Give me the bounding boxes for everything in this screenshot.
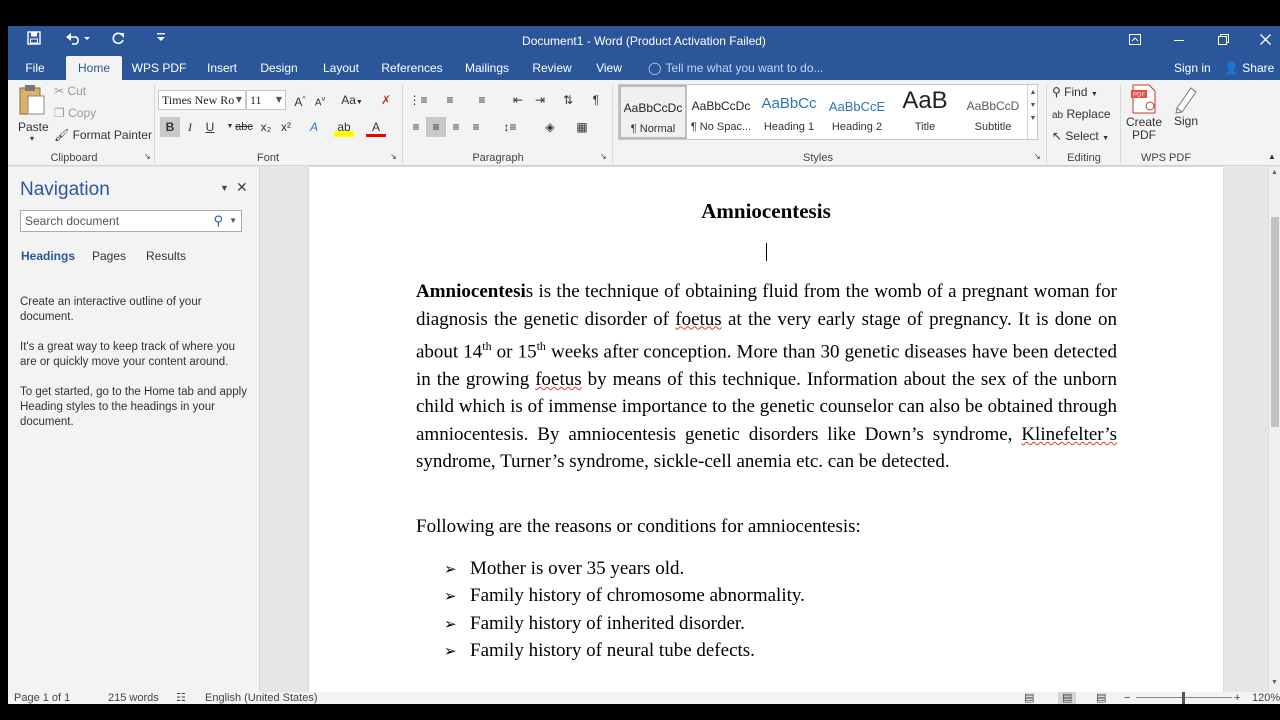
superscript: th bbox=[482, 339, 492, 353]
paragraph-launcher-icon[interactable]: ↘ bbox=[600, 152, 607, 161]
window-title: Document1 - Word (Product Activation Failed) bbox=[522, 34, 766, 48]
style-no-spacing[interactable] bbox=[687, 85, 755, 139]
text-run: by means of this technique. Information about the sex of the unborn child which is of immense importance to the genetic counselor can also be obtained through amniocentesis. By amniocentesis genetic disorders like Down’s syndrome, bbox=[416, 368, 1117, 445]
clear-formatting-icon[interactable]: ✗ bbox=[380, 93, 392, 107]
chevron-down-icon[interactable]: ▼ bbox=[1271, 679, 1278, 686]
styles-gallery bbox=[618, 84, 1038, 140]
separator bbox=[1046, 84, 1047, 164]
paste-label: Paste bbox=[18, 120, 49, 134]
bold-button[interactable]: B bbox=[160, 117, 180, 137]
clipboard-icon bbox=[18, 84, 46, 116]
style-title[interactable] bbox=[891, 85, 959, 139]
tab-view[interactable]: View bbox=[596, 61, 622, 75]
nav-tab-headings[interactable]: Headings bbox=[21, 249, 76, 263]
tab-insert[interactable]: Insert bbox=[206, 61, 237, 75]
spelling-error[interactable]: Klinefelter’s bbox=[1021, 423, 1117, 445]
search-icon[interactable]: ⚲ bbox=[213, 213, 223, 228]
separator bbox=[154, 84, 155, 164]
proofing-icon[interactable]: ☷ bbox=[176, 692, 186, 704]
editing-group-label: Editing bbox=[1067, 152, 1101, 164]
navigation-pane bbox=[8, 167, 260, 692]
spelling-error[interactable]: foetus bbox=[675, 308, 722, 330]
styles-launcher-icon[interactable]: ↘ bbox=[1034, 152, 1041, 161]
chevron-down-icon[interactable]: ▼ bbox=[226, 123, 234, 130]
separator bbox=[402, 84, 403, 164]
list-item[interactable] bbox=[444, 558, 684, 580]
chevron-down-icon[interactable]: ▼ bbox=[1029, 102, 1037, 109]
restore-icon[interactable] bbox=[1208, 30, 1238, 52]
chevron-down-icon: ▾ bbox=[30, 134, 35, 143]
tell-me-box[interactable] bbox=[648, 56, 824, 80]
list-item-text: Family history of inherited disorder. bbox=[470, 613, 745, 634]
separator bbox=[1120, 84, 1121, 164]
style-preview: AaBbCcDc bbox=[691, 99, 751, 113]
align-left-icon[interactable]: ≡ bbox=[412, 120, 420, 134]
superscript: th bbox=[536, 339, 546, 353]
styles-group-label: Styles bbox=[803, 152, 833, 164]
status-bar bbox=[8, 692, 1280, 704]
search-placeholder: Search document bbox=[25, 214, 120, 228]
minimize-icon[interactable] bbox=[1164, 30, 1194, 52]
copy-icon: ❐ bbox=[54, 106, 65, 120]
close-icon[interactable] bbox=[1250, 30, 1280, 52]
nav-help-text-2: It's a great way to keep track of where you are or quickly move your content around. bbox=[20, 341, 236, 368]
list-item[interactable] bbox=[444, 585, 805, 607]
create-pdf-label: Create PDF bbox=[1125, 115, 1163, 142]
zoom-level[interactable]: 120% bbox=[1252, 692, 1280, 704]
font-name-value: Times New Ro bbox=[162, 93, 235, 107]
read-mode-icon[interactable]: ▤ bbox=[1024, 692, 1035, 704]
arrow-bullet-icon: ➢ bbox=[444, 615, 457, 633]
pilcrow-icon[interactable]: ¶ bbox=[592, 93, 600, 107]
align-right-icon[interactable]: ≡ bbox=[452, 120, 460, 134]
scissors-icon: ✂ bbox=[54, 84, 65, 98]
title-bar bbox=[8, 26, 1280, 56]
nav-help-text-3: To get started, go to the Home tab and apply Heading styles to the headings in your document. bbox=[20, 386, 247, 428]
sort-icon[interactable]: ⇅ bbox=[562, 93, 574, 107]
clipboard-launcher-icon[interactable]: ↘ bbox=[144, 152, 151, 161]
spelling-error[interactable]: foetus bbox=[535, 368, 582, 390]
search-input[interactable] bbox=[20, 210, 242, 232]
nav-tab-results[interactable]: Results bbox=[146, 249, 187, 263]
text-run: at the very early stage of pregnancy. It is done on about 14 bbox=[416, 308, 1117, 363]
sign-button[interactable] bbox=[1168, 84, 1204, 148]
document-page[interactable] bbox=[309, 167, 1223, 692]
multilevel-list-icon[interactable]: ≡ bbox=[478, 93, 486, 107]
paste-button[interactable] bbox=[16, 84, 49, 144]
style-preview: AaBbCcDc bbox=[623, 101, 683, 115]
style-normal[interactable] bbox=[619, 85, 687, 139]
word-window bbox=[8, 26, 1280, 704]
page-count[interactable]: Page 1 of 1 bbox=[14, 692, 71, 704]
decrease-indent-icon[interactable]: ⇤ bbox=[512, 93, 524, 107]
text-cursor bbox=[766, 243, 767, 261]
navigation-title: Navigation bbox=[20, 179, 110, 200]
style-name: Heading 1 bbox=[763, 121, 815, 133]
font-size-combo[interactable] bbox=[246, 90, 286, 110]
list-item-text: Family history of chromosome abnormality. bbox=[470, 585, 805, 606]
share-label: Share bbox=[1242, 61, 1275, 75]
scroll-thumb[interactable] bbox=[1271, 217, 1279, 427]
chevron-down-icon: ▼ bbox=[235, 95, 242, 104]
ribbon-tabs bbox=[8, 56, 1280, 80]
line-spacing-icon[interactable]: ↕≡ bbox=[503, 120, 517, 134]
replace-icon: ab bbox=[1052, 110, 1064, 121]
underline-button[interactable]: U bbox=[205, 120, 215, 134]
bullets-icon[interactable]: ⋮≡ bbox=[408, 93, 428, 107]
pdf-icon bbox=[1131, 84, 1157, 114]
pen-icon bbox=[1173, 84, 1199, 114]
align-center-icon[interactable]: ≡ bbox=[426, 117, 446, 137]
subscript-button[interactable]: x₂ bbox=[260, 120, 272, 134]
cut-button[interactable] bbox=[54, 84, 86, 98]
numbering-icon[interactable]: ≡ bbox=[446, 93, 454, 107]
arrow-bullet-icon: ➢ bbox=[444, 587, 457, 605]
style-name: Title bbox=[914, 121, 936, 133]
style-heading-2[interactable] bbox=[823, 85, 891, 139]
list-item-text: Family history of neural tube defects. bbox=[470, 640, 755, 661]
format-painter-label: Format Painter bbox=[72, 128, 152, 142]
select-label: Select bbox=[1065, 129, 1099, 143]
style-subtitle[interactable] bbox=[959, 85, 1027, 139]
document-title[interactable]: Amniocentesis bbox=[701, 199, 831, 223]
style-name: Subtitle bbox=[974, 121, 1012, 133]
ribbon-home bbox=[8, 80, 1280, 166]
font-color-icon[interactable]: A bbox=[366, 117, 386, 137]
find-label: Find bbox=[1064, 85, 1088, 99]
style-heading-1[interactable] bbox=[755, 85, 823, 139]
tell-me-text: Tell me what you want to do... bbox=[665, 61, 824, 75]
copy-label: Copy bbox=[68, 106, 97, 120]
text-run: weeks after conception. More than 30 genetic diseases have been detected in the growing bbox=[416, 341, 1117, 390]
paragraph-group-label: Paragraph bbox=[472, 152, 524, 164]
style-preview: AaB bbox=[902, 87, 948, 114]
bold-term: Amniocentesi bbox=[416, 281, 526, 302]
zoom-in-icon[interactable]: + bbox=[1234, 692, 1241, 704]
text-run: syndrome, Turner’s syndrome, sickle-cell anemia etc. can be detected. bbox=[416, 451, 950, 473]
copy-button[interactable] bbox=[54, 106, 96, 120]
body-paragraph-1[interactable] bbox=[416, 278, 1117, 476]
font-launcher-icon[interactable]: ↘ bbox=[390, 152, 397, 161]
justify-icon[interactable]: ≡ bbox=[472, 120, 480, 134]
wps-group-label: WPS PDF bbox=[1140, 152, 1192, 164]
chevron-up-icon[interactable]: ▲ bbox=[1029, 89, 1037, 96]
style-name: ¶ No Spac... bbox=[690, 121, 752, 133]
text-run: s is the technique of obtaining fluid from the womb of a pregnant woman for diagnosis the genetic disorder of bbox=[416, 281, 1117, 330]
share-button[interactable] bbox=[1224, 56, 1274, 80]
clipboard-group-label: Clipboard bbox=[50, 152, 98, 164]
tab-wps-pdf[interactable]: WPS PDF bbox=[131, 61, 187, 75]
superscript-button[interactable]: x² bbox=[281, 120, 291, 134]
format-painter-button[interactable] bbox=[54, 128, 152, 142]
grow-font-icon[interactable]: A^ bbox=[294, 95, 306, 109]
replace-button[interactable] bbox=[1052, 107, 1111, 121]
person-icon: 👤 bbox=[1224, 61, 1239, 75]
strikethrough-button[interactable]: abc bbox=[235, 121, 253, 133]
style-name: Heading 2 bbox=[831, 121, 883, 133]
zoom-out-icon[interactable]: − bbox=[1124, 692, 1131, 704]
tab-mailings[interactable]: Mailings bbox=[464, 61, 509, 75]
list-item[interactable] bbox=[444, 640, 755, 662]
style-preview: AaBbCc bbox=[761, 95, 817, 112]
close-icon[interactable]: ✕ bbox=[236, 179, 248, 195]
brush-icon: 🖌 bbox=[54, 128, 70, 142]
style-name: ¶ Normal bbox=[630, 123, 676, 135]
tab-review[interactable]: Review bbox=[532, 61, 572, 75]
tab-references[interactable]: References bbox=[381, 61, 443, 75]
chevron-down-icon[interactable]: ▼ bbox=[229, 216, 237, 225]
sign-label: Sign bbox=[1173, 114, 1199, 128]
document-area[interactable] bbox=[261, 167, 1268, 692]
highlight-icon[interactable]: ab bbox=[334, 117, 354, 137]
tab-design[interactable]: Design bbox=[260, 61, 298, 75]
search-icon: ⚲ bbox=[1052, 85, 1061, 99]
collapse-ribbon-icon[interactable]: ▲ bbox=[1268, 152, 1276, 161]
arrow-bullet-icon: ➢ bbox=[444, 560, 457, 578]
sign-in-link[interactable]: Sign in bbox=[1174, 61, 1211, 75]
text-effects-icon[interactable]: A bbox=[309, 120, 318, 134]
chevron-down-icon: ▼ bbox=[1102, 135, 1110, 142]
lightbulb-icon: ◯ bbox=[648, 61, 662, 75]
select-button[interactable] bbox=[1052, 129, 1109, 143]
cut-label: Cut bbox=[67, 84, 87, 98]
nav-tab-pages[interactable]: Pages bbox=[92, 249, 127, 263]
word-count[interactable]: 215 words bbox=[108, 692, 159, 704]
language-status[interactable]: English (United States) bbox=[205, 692, 318, 704]
font-group-label: Font bbox=[256, 152, 279, 164]
web-layout-icon[interactable]: ▤ bbox=[1096, 692, 1107, 704]
print-layout-icon[interactable]: ▤ bbox=[1058, 692, 1076, 704]
chevron-down-icon: ▼ bbox=[1090, 91, 1098, 98]
font-size-value: 11 bbox=[250, 93, 262, 107]
chevron-up-icon[interactable]: ▲ bbox=[1271, 169, 1278, 176]
find-button[interactable] bbox=[1052, 85, 1098, 99]
shrink-font-icon[interactable]: $A^v$ bbox=[314, 96, 326, 109]
tab-file[interactable]: File bbox=[25, 61, 45, 75]
ribbon-display-options-icon[interactable] bbox=[1120, 30, 1150, 52]
borders-icon[interactable]: ▦ bbox=[576, 120, 588, 134]
svg-text:PDF: PDF bbox=[1133, 92, 1145, 99]
font-name-combo[interactable] bbox=[158, 90, 246, 110]
vertical-scrollbar[interactable] bbox=[1268, 167, 1280, 692]
tab-home[interactable]: Home bbox=[66, 56, 122, 80]
body-paragraph-2[interactable]: Following are the reasons or conditions for amniocentesis: bbox=[416, 516, 861, 537]
shading-icon[interactable]: ◈ bbox=[545, 120, 555, 134]
tab-layout[interactable]: Layout bbox=[322, 61, 360, 75]
chevron-down-icon: ▼ bbox=[275, 95, 282, 104]
italic-button[interactable]: I bbox=[188, 120, 192, 134]
styles-scroll[interactable] bbox=[1027, 85, 1038, 139]
change-case-icon[interactable]: Aa▼ bbox=[341, 93, 363, 107]
nav-help-text-1: Create an interactive outline of your document. bbox=[20, 296, 202, 323]
more-styles-icon[interactable]: ▼ bbox=[1029, 115, 1037, 122]
replace-label: Replace bbox=[1066, 107, 1111, 121]
style-preview: AaBbCcE bbox=[828, 99, 886, 114]
text-run: or 15 bbox=[491, 341, 537, 363]
list-item-text: Mother is over 35 years old. bbox=[470, 558, 685, 579]
cursor-icon: ↖ bbox=[1052, 129, 1063, 143]
list-item[interactable] bbox=[444, 613, 745, 635]
chevron-down-icon[interactable]: ▼ bbox=[220, 183, 229, 193]
zoom-slider-thumb[interactable] bbox=[1182, 692, 1185, 704]
separator bbox=[612, 84, 613, 164]
create-pdf-button[interactable] bbox=[1124, 84, 1164, 148]
increase-indent-icon[interactable]: ⇥ bbox=[534, 93, 546, 107]
arrow-bullet-icon: ➢ bbox=[444, 642, 457, 660]
style-preview: AaBbCcD bbox=[966, 99, 1020, 113]
